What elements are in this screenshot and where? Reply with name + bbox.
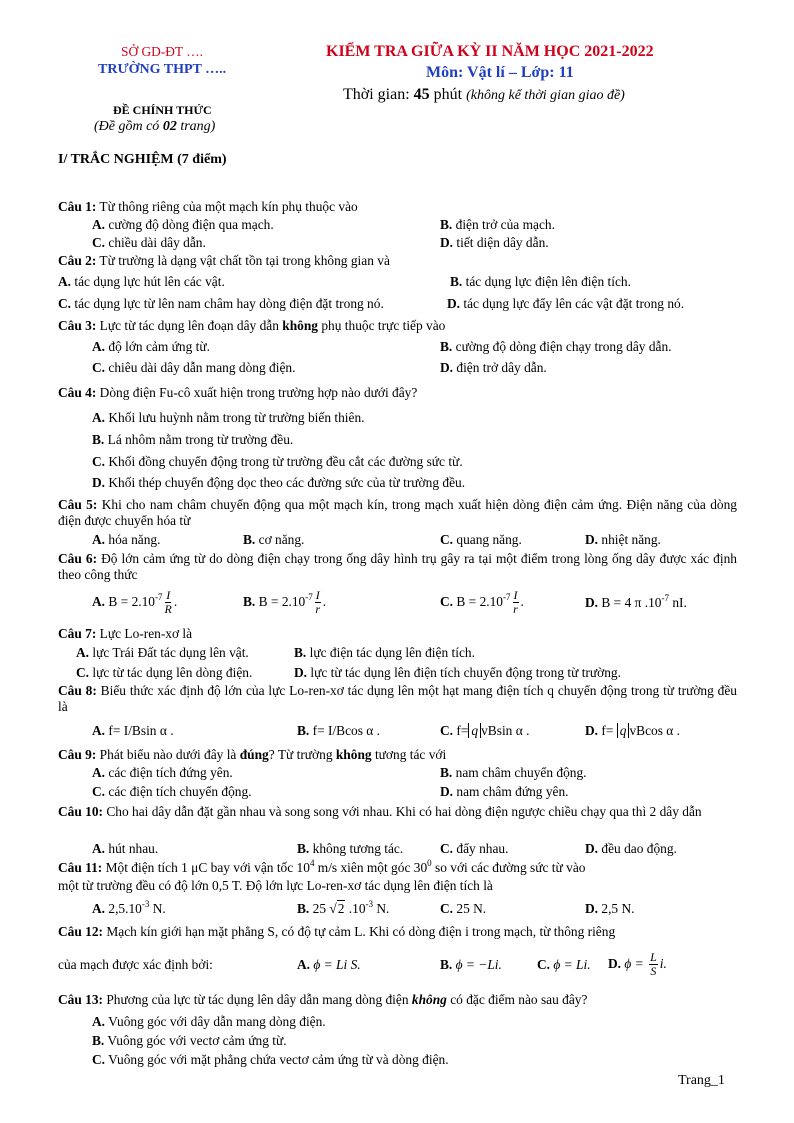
question-7: Câu 7: Lực Lo-ren-xơ là: [58, 626, 193, 641]
q1-option-a: A. cường độ dòng điện qua mạch.: [92, 217, 274, 232]
question-12: Câu 12: Mạch kín giới hạn mặt phẳng S, có độ tự cảm L. Khi có dòng điện i trong mạch, từ thông riêng: [58, 924, 616, 939]
q3-option-a: A. độ lớn cảm ứng từ.: [92, 339, 210, 354]
q12-option-a: A. ϕ = Li S.: [297, 957, 361, 972]
question-11: Câu 11: Một điện tích 1 μC bay với vận tốc $10^4$ m/s xiên một góc $30^0$ so với các đường sức từ vào: [58, 858, 586, 875]
question-9: Câu 9: Phát biểu nào dưới đây là đúng? Từ trường không tương tác với: [58, 747, 447, 762]
page-number: Trang_1: [678, 1073, 725, 1088]
q12-option-b: B. ϕ = −Li.: [440, 957, 502, 972]
subject-label: Môn: Vật lí – Lớp: 11: [426, 64, 574, 81]
official-label: ĐỀ CHÍNH THỨC: [113, 103, 212, 117]
q6-option-b: B. $B = 2.10^{-7}$ $\frac{I}{r}$ .: [243, 588, 327, 617]
q13-option-a: A. Vuông góc với dây dẫn mang dòng điện.: [92, 1014, 326, 1029]
q7-option-a: A. lực Trái Đất tác dụng lên vật.: [76, 645, 249, 660]
q9-option-c: C. các điện tích chuyển động.: [92, 784, 252, 799]
q9-option-b: B. nam châm chuyển động.: [440, 765, 587, 780]
question-8: Câu 8: Biểu thức xác định độ lớn của lực Lo-ren-xơ tác dụng lên một hạt mang điện tích q chuyển động trong từ trường đều là: [58, 683, 737, 714]
q8-option-b: B. f= I/Bcos α .: [297, 723, 381, 738]
q6-option-c: C. $B = 2.10^{-7}$ $\frac{I}{r}$ .: [440, 588, 524, 617]
q3-option-c: C. chiêu dài dây dẫn mang dòng điện.: [92, 360, 296, 375]
department-name: SỞ GD-ĐT ….: [121, 44, 203, 59]
question-12-line-2: của mạch được xác định bởi:: [58, 957, 213, 972]
q4-option-a: A. Khối lưu huỳnh nằm trong từ trường biến thiên.: [92, 410, 365, 425]
question-5: Câu 5: Khi cho nam châm chuyển động qua một mạch kín, trong mạch xuất hiện dòng điện cảm ứng. Điện năng của dòng điện được chuyển hóa từ: [58, 497, 737, 528]
q11-option-b: B. 25 √2 $.10^{-3}$ N.: [297, 899, 390, 916]
q4-option-b: B. Lá nhôm nằm trong từ trường đều.: [92, 432, 294, 447]
question-1: Câu 1: Từ thông riêng của một mạch kín phụ thuộc vào: [58, 199, 358, 214]
q10-option-c: C. đẩy nhau.: [440, 841, 509, 856]
q10-option-d: D. đều dao động.: [585, 841, 677, 856]
q9-option-a: A. các điện tích đứng yên.: [92, 765, 233, 780]
q6-option-a: A. $B = 2.10^{-7}$ $\frac{I}{R}$ .: [92, 588, 178, 617]
q2-option-d: D. tác dụng lực đẩy lên các vật đặt trong nó.: [447, 296, 685, 311]
q5-option-b: B. cơ năng.: [243, 532, 305, 547]
q8-option-c: C. f= q vBsin α .: [440, 723, 530, 738]
school-name: TRƯỜNG THPT …..: [98, 62, 227, 77]
q10-option-b: B. không tương tác.: [297, 841, 404, 856]
exam-title: KIỂM TRA GIỮA KỲ II NĂM HỌC 2021-2022: [326, 43, 654, 60]
q10-option-a: A. hút nhau.: [92, 841, 159, 856]
q8-option-d: D. f= q vBcos α .: [585, 723, 680, 738]
time-label: Thời gian: 45 phút (không kể thời gian giao đề): [343, 86, 625, 103]
section-title: I/ TRẮC NGHIỆM (7 điểm): [58, 152, 227, 167]
q5-option-c: C. quang năng.: [440, 532, 522, 547]
q5-option-d: D. nhiệt năng.: [585, 532, 661, 547]
q6-option-d: D. B = 4 π $.10^{-7}$ nI.: [585, 593, 687, 610]
q5-option-a: A. hóa năng.: [92, 532, 161, 547]
question-11-line-2: một từ trường đều có độ lớn 0,5 T. Độ lớn lực Lo-ren-xơ tác dụng lên điện tích là: [58, 878, 493, 893]
question-3: Câu 3: Lực từ tác dụng lên đoạn dây dẫn không phụ thuộc trực tiếp vào: [58, 318, 446, 333]
q1-option-d: D. tiết diện dây dẫn.: [440, 235, 549, 250]
q8-option-a: A. f= I/Bsin α .: [92, 723, 174, 738]
q2-option-c: C. tác dụng lực từ lên nam châm hay dòng điện đặt trong nó.: [58, 296, 384, 311]
q13-option-b: B. Vuông góc với vectơ cảm ứng từ.: [92, 1033, 287, 1048]
q9-option-d: D. nam châm đứng yên.: [440, 784, 569, 799]
q4-option-d: D. Khối thép chuyển động dọc theo các đường sức của từ trường đều.: [92, 475, 466, 490]
q7-option-d: D. lực từ tác dụng lên điện tích chuyển động trong từ trường.: [294, 665, 621, 680]
q4-option-c: C. Khối đồng chuyển động trong từ trường đều cắt các đường sức từ.: [92, 454, 463, 469]
question-4: Câu 4: Dòng điện Fu-cô xuất hiện trong trường hợp nào dưới đây?: [58, 385, 418, 400]
q3-option-d: D. điện trở dây dẫn.: [440, 360, 547, 375]
q13-option-c: C. Vuông góc với mặt phẳng chứa vectơ cảm ứng từ và dòng điện.: [92, 1052, 449, 1067]
q12-option-c: C. ϕ = Li.: [537, 957, 591, 972]
question-10: Câu 10: Cho hai dây dẫn đặt gần nhau và song song với nhau. Khi có hai dòng điện ngược chiều chạy qua thì 2 dây dẫn: [58, 804, 702, 819]
pages-note: (Đề gồm có 02 trang): [94, 119, 216, 134]
q7-option-b: B. lực điện tác dụng lên điện tích.: [294, 645, 475, 660]
q2-option-a: A. tác dụng lực hút lên các vật.: [58, 274, 225, 289]
q7-option-c: C. lực từ tác dụng lên dòng điện.: [76, 665, 253, 680]
q11-option-d: D. 2,5 N.: [585, 901, 635, 916]
q1-option-c: C. chiều dài dây dẫn.: [92, 235, 206, 250]
question-13: Câu 13: Phương của lực từ tác dụng lên dây dẫn mang dòng điện không có đặc điểm nào sau đây?: [58, 992, 588, 1007]
q11-option-a: A. $2,5.10^{-3}$ N.: [92, 899, 166, 916]
question-2: Câu 2: Từ trường là dạng vật chất tồn tại trong không gian và: [58, 253, 390, 268]
q3-option-b: B. cường độ dòng điện chạy trong dây dẫn.: [440, 339, 672, 354]
q12-option-d: D. ϕ = $\frac{L}{S}$ i.: [608, 950, 667, 979]
q2-option-b: B. tác dụng lực điện lên điện tích.: [450, 274, 631, 289]
question-6: Câu 6: Độ lớn cảm ứng từ do dòng điện chạy trong ống dây hình trụ gây ra tại một điểm trong lòng ống dây được xác định theo công thức: [58, 551, 737, 582]
q11-option-c: C. 25 N.: [440, 901, 487, 916]
q1-option-b: B. điện trở của mạch.: [440, 217, 555, 232]
